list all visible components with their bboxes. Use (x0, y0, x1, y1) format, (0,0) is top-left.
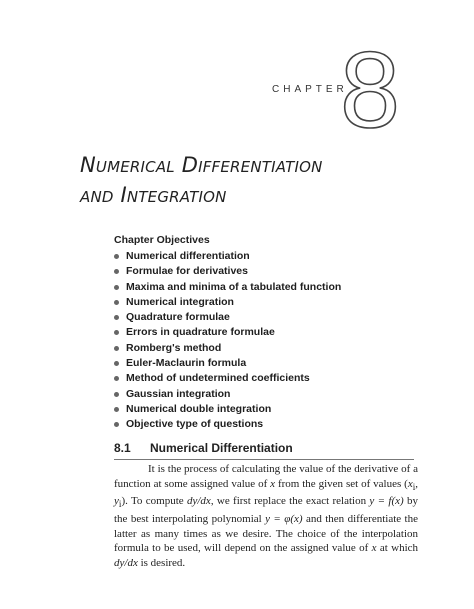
math-subscript: i (412, 481, 416, 492)
math-variable: x (270, 477, 276, 490)
section-title: Numerical Differentiation (150, 441, 293, 455)
bullet-icon (114, 376, 119, 381)
objective-item (114, 387, 341, 402)
chapter-title-line-1: Numerical Differentiation (80, 153, 323, 177)
objective-label: Maxima and minima of a tabulated function (126, 280, 342, 293)
section-heading (114, 441, 414, 460)
paragraph-text: , we first replace the exact relation (210, 495, 370, 508)
paragraph-text: , (415, 477, 419, 490)
objectives-list (114, 249, 341, 433)
bullet-icon (114, 315, 119, 320)
objective-item (114, 264, 341, 279)
bullet-icon (114, 361, 119, 366)
paragraph-text: ). To compute (121, 495, 187, 508)
objective-item (114, 356, 341, 371)
objective-item (114, 249, 341, 264)
bullet-icon (114, 269, 119, 274)
objective-label: Formulae for derivatives (126, 265, 248, 278)
paragraph-text: is desired. (137, 556, 186, 569)
math-expression: y = f(x) (369, 495, 404, 508)
objective-label: Quadrature formulae (126, 311, 230, 324)
paragraph-text: It is the process of calculating the value of the derivative of a function at some assigned value of (114, 463, 418, 490)
objective-item (114, 341, 341, 356)
bullet-icon (114, 407, 119, 412)
objective-label: Euler-Maclaurin formula (126, 357, 247, 370)
bullet-icon (114, 330, 119, 335)
objective-item (114, 310, 341, 325)
objective-label: Numerical differentiation (126, 250, 250, 262)
objective-label: Numerical double integration (126, 402, 272, 415)
math-expression: y = φ(x) (265, 513, 303, 526)
math-subscript: i (118, 499, 122, 510)
objective-label: Objective type of questions (126, 418, 264, 431)
bullet-icon (114, 254, 119, 259)
objective-label: Numerical integration (126, 295, 234, 308)
objective-item (114, 402, 341, 417)
objective-item (114, 295, 341, 310)
paragraph-text: by the best interpolating polynomial (114, 495, 418, 526)
objectives-heading: Chapter Objectives (114, 234, 210, 246)
paragraph-text: at which (376, 542, 419, 555)
math-expression: dy/dx (114, 556, 138, 569)
chapter-title-line-2: and Integration (80, 183, 227, 207)
objective-label: Romberg's method (126, 341, 222, 354)
bullet-icon (114, 422, 119, 427)
bullet-icon (114, 392, 119, 397)
chapter-label: CHAPTER (272, 84, 348, 95)
objective-item (114, 280, 341, 295)
math-variable: x (371, 542, 377, 555)
paragraph-text: and then differentiate the latter as many times as we desire. The choice of the interpolation formula to be used, will depend on the assigned value of (114, 513, 418, 555)
math-variable: x (407, 477, 413, 490)
bullet-icon (114, 300, 119, 305)
math-variable: y (114, 495, 119, 508)
objective-item (114, 325, 341, 340)
math-expression: dy/dx (186, 495, 211, 508)
objective-item (114, 371, 341, 386)
chapter-number: 8 (340, 29, 401, 150)
section-paragraph (114, 462, 418, 571)
chapter-title (80, 150, 323, 210)
objective-label: Method of undetermined coefficients (126, 372, 310, 385)
objective-label: Errors in quadrature formulae (126, 326, 275, 339)
objective-label: Gaussian integration (126, 387, 231, 400)
objective-item (114, 417, 341, 432)
section-number: 8.1 (114, 441, 131, 455)
bullet-icon (114, 285, 119, 290)
chapter-objectives (114, 234, 341, 433)
paragraph-text: from the given set of values ( (275, 477, 408, 490)
bullet-icon (114, 346, 119, 351)
